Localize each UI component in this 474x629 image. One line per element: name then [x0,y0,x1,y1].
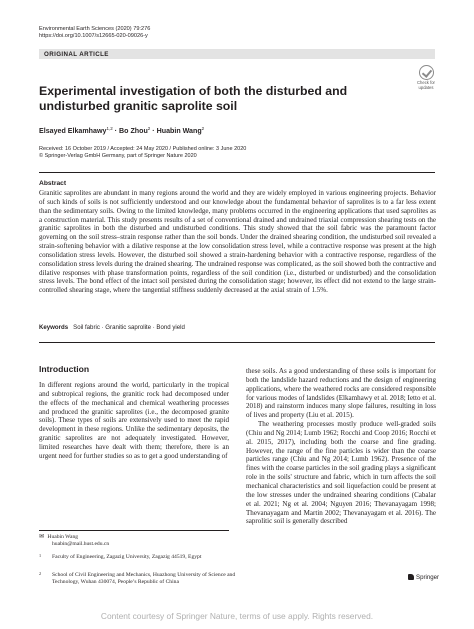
springer-horse-logo-icon [408,574,414,580]
affiliation-text: Faculty of Engineering, Zagazig University, Zagazig 44519, Egypt [52,554,202,560]
corresponding-author [39,533,109,548]
introduction-heading: Introduction [39,364,90,374]
check-for-updates-label: Check for updates [417,80,435,90]
journal-citation: Environmental Earth Sciences (2020) 79:276 [39,26,151,32]
body-paragraph: In different regions around the world, particularly in the tropical and subtropical regions, the granitic rock had decomposed under the effects of the mechanical and chemical weathering processes and produced the granitic saprolites (i.e., the decomposed granite soils). These types of soils are extensively used to meet the rapid development in these regions. Unlike the sedimentary deposits, the granitic saprolites are not adequately investigated. However, limited researches have dealt with them; therefore, there is an urgent need for further studies so as to get a good understanding of [39,381,229,460]
publisher-name: Springer [416,574,440,581]
check-mark-circle-icon[interactable] [419,65,434,80]
article-type-bar [39,49,435,59]
running-header [39,26,150,41]
affiliation-number: 2 [39,571,42,576]
dates-line: Received: 16 October 2019 / Accepted: 24 May 2020 / Published online: 3 June 2020 [39,146,247,152]
body-paragraph: The weathering processes mostly produce well-graded soils (Chiu and Ng 2014; Lumb 1962; Rocchi and Coop 2016; Rocchi et al. 2015, 2017), including both the coarse and fine grading. However, the range of the fine particles is wider than the coarse particles range (Chiu and Ng 2014; Lumb 1962). Presence of the fines with the coarse particles in the soil grading plays a significant role in the soils' structure and fabric, which in turn affects the soil mechanical characteristics and soil liquefaction could be present at the low stresses under the undrained shearing conditions (Cabalar et al. 2021; Ng et al. 2004; Nguyen 2016; Thevanayagam 1998; Thevanayagam and Martin 2002; Thevanayagam et al. 2016). The saprolitic soil is generally described [246,420,436,526]
author-name[interactable]: Huabin Wang [156,127,202,135]
keywords [39,324,185,331]
abstract-heading: Abstract [39,180,67,187]
author-separator: · [150,127,157,135]
right-column [246,367,436,526]
article-type-label: ORIGINAL ARTICLE [44,50,109,58]
publication-history [39,146,246,160]
author-affiliation-ref: 2 [147,126,151,131]
author-separator: · [112,127,120,135]
author-list [39,126,204,135]
affiliation-text: School of Civil Engineering and Mechanics, Huazhong University of Science and Technology, Wuhan 430074, People’s Republic of China [52,572,236,585]
keywords-list: Soil fabric · Granitic saprolite · Bond yield [73,324,185,331]
affiliation [39,554,239,561]
affiliation [39,572,239,586]
corresponding-name: Huabin Wang [47,534,79,540]
divider [39,342,435,343]
body-paragraph: these soils. As a good understanding of these soils is important for both the landslide hazard reductions and the design of engineering applications, where the weathered rocks are considered responsible for various modes of landslides (Elkamhawy et al. 2018; Ietto et al. 2018) and rainstorm induces many slope failures, resulting in loss of lives and property (Liu et al. 2015). [246,367,436,420]
author-name[interactable]: Bo Zhou [119,127,148,135]
abstract-text: Granitic saprolites are abundant in many regions around the world and they are widely employed in various engineering projects. Behavior of such kinds of soils is not sufficiently understood and our knowledge about the fundamental behavior of saprolites is to a far less extent than the sedimentary soils. Owing to the limited knowledge, many problems occurred in the engineering applications that used saprolites as a construction material. This study presents results of a set of conventional drained and undrained triaxial compression shearing tests on the granitic saprolites in both the disturbed and undisturbed conditions. This study showed that the soil fabric was the paramount factor governing on the soil stress–strain response rather than the soil bonds. Under the drained shearing condition, the undisturbed soil revealed a strain-softening behavior with a dilative response at the low consolidation stress level, while a contractive response was present at the high consolidation stress levels. However, the disturbed soil showed a strain-hardening behavior with a contractive response, regardless of the consolidation stress levels during the drained shearing. The undrained response was complicated, as the soil showed both the contractive and dilative responses with phase transformation points, regardless of the soil condition (i.e., disturbed or undisturbed) and the consolidation stress levels. The bond effect of the intact soil persisted during the consolidation stage; however, its effect did not extend to the large strain-controlled shearing stage, where the tangential stiffness suddenly decreased at the axial strain of 1.5%. [39,189,436,295]
author-affiliation-ref: 1,2 [106,126,113,131]
footnote-divider [39,530,229,531]
affiliation-number: 1 [39,553,42,558]
copyright-line: © Springer-Verlag GmbH Germany, part of Springer Nature 2020 [39,153,197,160]
keywords-label: Keywords [39,324,69,331]
left-column [39,381,229,461]
author-affiliation-ref: 2 [201,126,205,131]
divider [39,172,435,173]
check-for-updates[interactable] [415,65,437,91]
corresponding-email[interactable]: huabin@mail.hust.edu.cn [52,541,110,547]
paper-title: Experimental investigation of both the disturbed and undisturbed granitic saprolite soil [39,84,348,113]
courtesy-footer: Content courtesy of Springer Nature, terms of use apply. Rights reserved. [100,611,374,621]
doi-link[interactable]: https://doi.org/10.1007/s12665-020-09026-y [39,33,148,40]
author-name[interactable]: Elsayed Elkamhawy [39,127,107,135]
publisher-logo [408,574,439,581]
envelope-icon: ✉ [39,533,45,540]
